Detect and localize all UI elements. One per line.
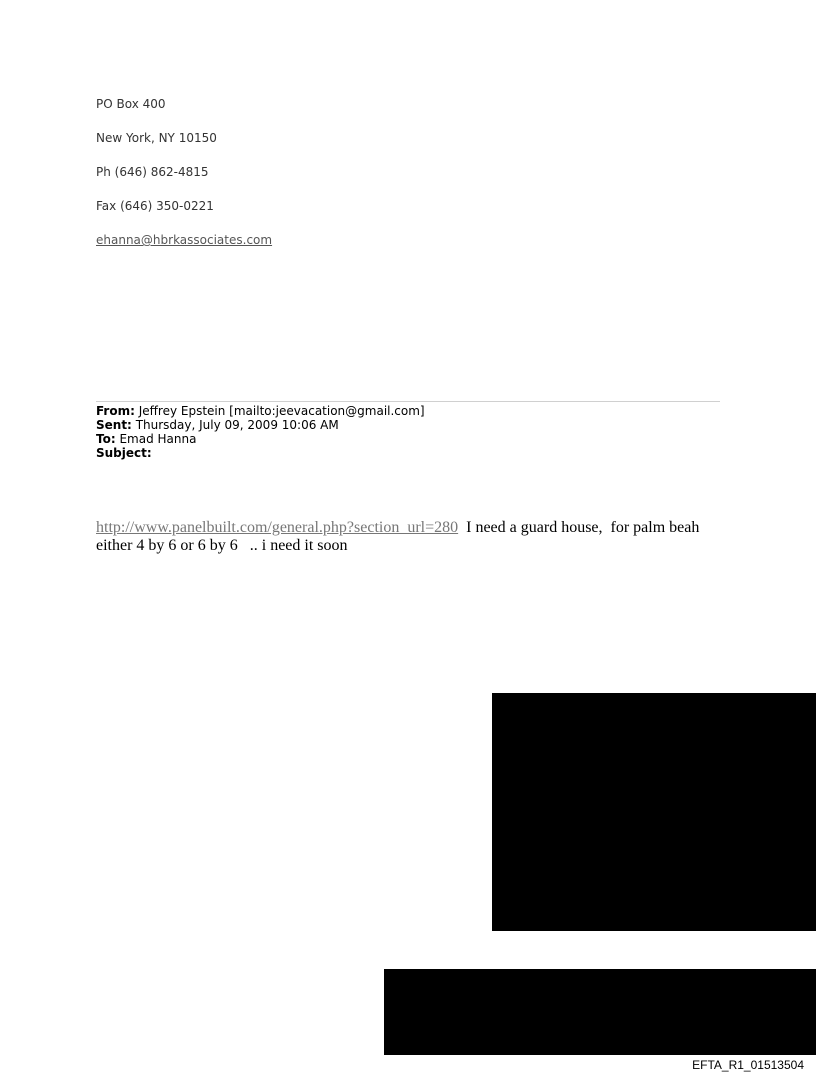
signature-fax: Fax (646) 350-0221: [96, 199, 214, 213]
from-value: Jeffrey Epstein [mailto:jeevacation@gmail.com]: [138, 404, 425, 418]
message-link[interactable]: http://www.panelbuilt.com/general.php?section_url=280: [96, 519, 459, 536]
signature-phone: Ph (646) 862-4815: [96, 165, 209, 179]
message-body: [96, 519, 736, 555]
to-value: Emad Hanna: [119, 432, 197, 446]
sent-label: Sent:: [96, 418, 132, 432]
from-row: [96, 404, 425, 418]
header-divider: [96, 401, 720, 402]
subject-label: Subject:: [96, 446, 152, 460]
from-label: From:: [96, 404, 135, 418]
message-text-line2: either 4 by 6 or 6 by 6 .. i need it soon: [96, 537, 348, 554]
signature-address-line1: PO Box 400: [96, 97, 166, 111]
subject-row: [96, 446, 425, 460]
to-row: [96, 432, 425, 446]
to-label: To:: [96, 432, 116, 446]
redaction-box: [492, 693, 816, 931]
sent-row: [96, 418, 425, 432]
sent-value: Thursday, July 09, 2009 10:06 AM: [135, 418, 339, 432]
signature-address-line2: New York, NY 10150: [96, 131, 217, 145]
message-text-line1: I need a guard house, for palm beah: [466, 519, 700, 536]
signature-email-link[interactable]: ehanna@hbrkassociates.com: [96, 233, 273, 247]
document-id: EFTA_R1_01513504: [692, 1058, 804, 1072]
email-header: [96, 404, 425, 460]
redaction-box: [384, 969, 816, 1055]
